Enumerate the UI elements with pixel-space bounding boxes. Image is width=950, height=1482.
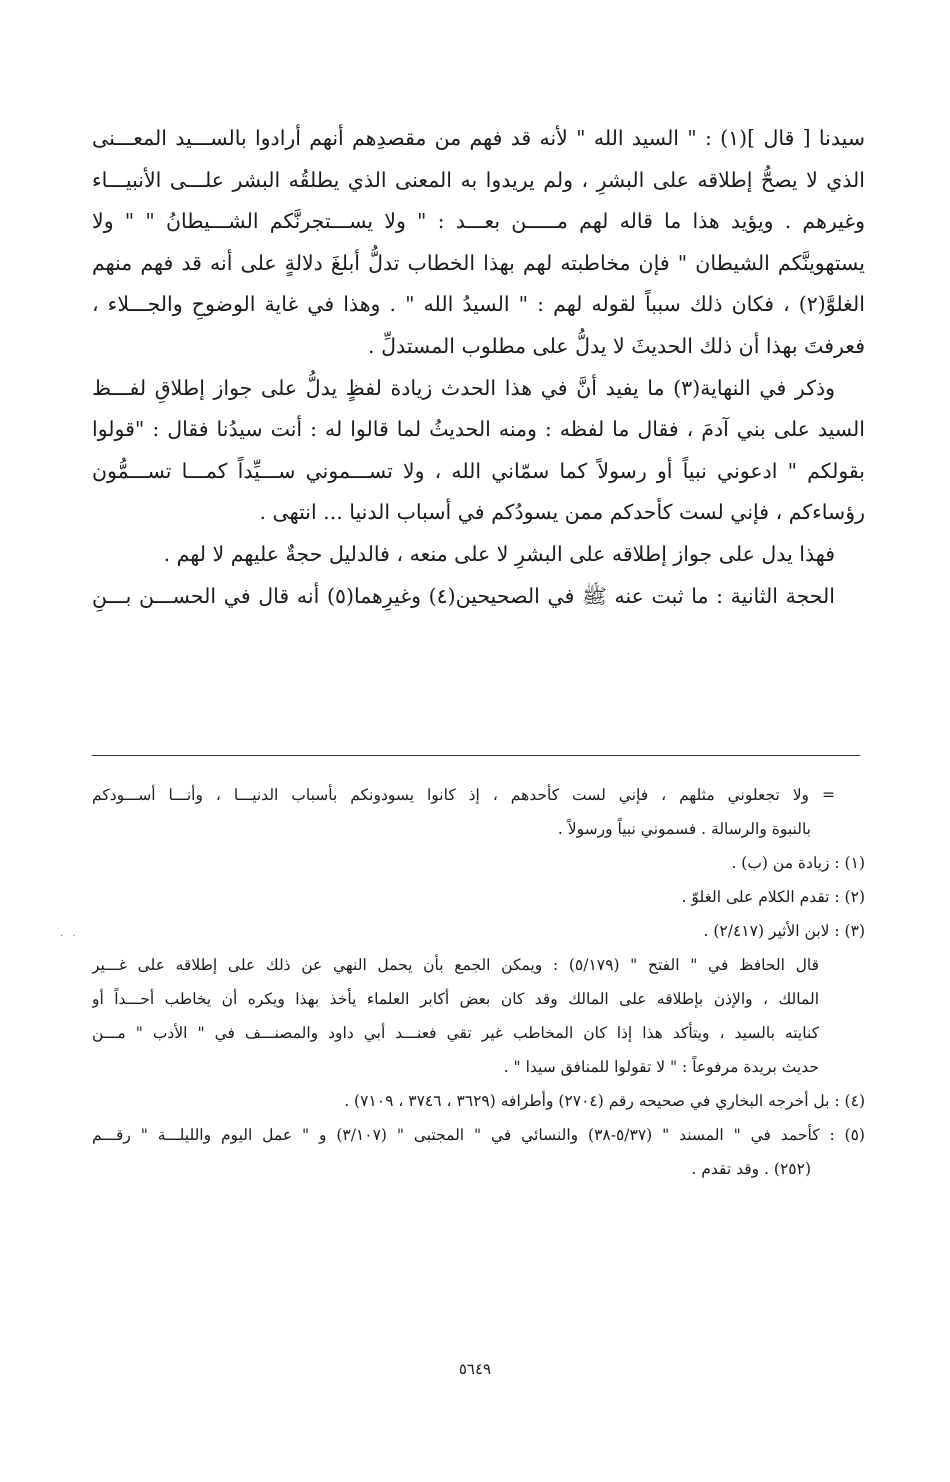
main-line-7: وذكر في النهاية(٣) ما يفيد أنَّ في هذا الحدث زيادة لفظٍ يدلُّ على جواز إطلاقِ لفـــظ <box>92 375 835 400</box>
footnote-3-quote-line-1: قال الحافظ في " الفتح " (٥/١٧٩) : ويمكن الجمع بأن يحمل النهي عن ذلك على إطلاقه على غـــير <box>92 956 819 974</box>
main-line-5: الغلوَّ(٢) ، فكان ذلك سبباً لقوله لهم : " السيدُ الله " . وهذا في غاية الوضوحِ والجـــلاء ، <box>92 292 865 317</box>
footnotes <box>92 778 865 1186</box>
margin-mark: . . <box>60 928 79 939</box>
main-line-4: يستهوينَّكم الشيطان " فإن مخاطبته لهم بهذا الخطاب تدلُّ أبلغَ دلالةٍ على أنه قد فهم منهم <box>92 250 865 275</box>
footnote-5: (٥) : كأحمد في " المسند " (٥/٣٧-٣٨) والنسائي في " المجتبى " (٣/١٠٧) و " عمل اليوم والليلـــة " رقـــم <box>92 1126 865 1144</box>
main-line-10: رؤساءكم ، فإني لست كأحدكم ممن يسودُكم في أسباب الدنيا ... انتهى . <box>259 500 865 525</box>
main-line-2: الذي لا يصحُّ إطلاقه على البشرِ ، ولم يريدوا به المعنى الذي يطلقُه البشر علـــى الأنبيـــاء <box>92 167 865 192</box>
footnote-2: (٢) : تقدم الكلام على الغلوّ . <box>681 888 865 906</box>
footnote-5-cont: (٢٥٢) . وقد تقدم . <box>691 1160 811 1178</box>
main-line-12: الحجة الثانية : ما ثبت عنه ﷺ في الصحيحين(٤) وغيرِهما(٥) أنه قال في الحســـن بـــنِ <box>92 583 835 608</box>
main-line-6: فعرفتَ بهذا أن ذلك الحديثَ لا يدلُّ على مطلوب المستدلِّ . <box>368 333 865 358</box>
main-line-3: وغيرهم . ويؤيد هذا ما قاله لهم مـــــن بعـــد : " ولا يســـتجرنَّكم الشـــيطانُ " " ولا <box>92 209 865 234</box>
footnote-3-quote-line-3: كنايته بالسيد ، ويتأكد هذا إذا كان المخاطب غير تقي فعنـــد أبي داود والمصنـــف في " الأدب " مـــن <box>92 1024 819 1042</box>
main-line-8: السيد على بني آدمَ ، فقال ما لفظه : ومنه الحديثُ لما قالوا له : أنت سيدُنا فقال : "قولوا <box>92 417 865 442</box>
footnote-3: (٣) : لابن الأثير (٢/٤١٧) . <box>703 922 865 940</box>
main-line-11: فهذا يدل على جواز إطلاقه على البشرِ لا على منعه ، فالدليل حجةٌ عليهم لا لهم . <box>163 541 835 566</box>
main-line-9: بقولكم " ادعوني نبياً أو رسولاً كما سمّاني الله ، ولا تســـموني ســـيِّداً كمـــا تســـمُّون <box>92 458 865 483</box>
footnote-line-1: = ولا تجعلوني مثلهم ، فإني لست كأحدهم ، إذ كانوا يسودونكم بأسباب الدنيـــا ، وأنـــا أســـودكم <box>92 786 835 804</box>
footnote-3-quote-line-2: المالك ، والإذن بإطلاقه على المالك وقد كان بعض أكابر العلماء يأخذ بهذا ويكره أن يخاطب أحـــداً أو <box>92 990 819 1008</box>
main-text <box>92 118 865 617</box>
main-line-1: سيدنا [ قال ](١) : " السيد الله " لأنه قد فهم من مقصدِهم أنهم أرادوا بالســـيد المعـــنى <box>92 126 865 150</box>
page-number: ٥٦٤٩ <box>458 1360 492 1378</box>
footnote-3-quote-line-4: حديث بريدة مرفوعاً : " لا تقولوا للمنافق سيدا " . <box>503 1058 819 1076</box>
footnote-separator <box>92 755 860 756</box>
footnote-4: (٤) : بل أخرجه البخاري في صحيحه رقم (٢٧٠٤) وأطرافه (٣٦٢٩ ، ٣٧٤٦ ، ٧١٠٩) . <box>344 1092 865 1110</box>
footnote-line-2: بالنبوة والرسالة . فسموني نبياً ورسولاً . <box>557 820 811 838</box>
footnote-1: (١) : زيادة من (ب) . <box>731 854 865 872</box>
